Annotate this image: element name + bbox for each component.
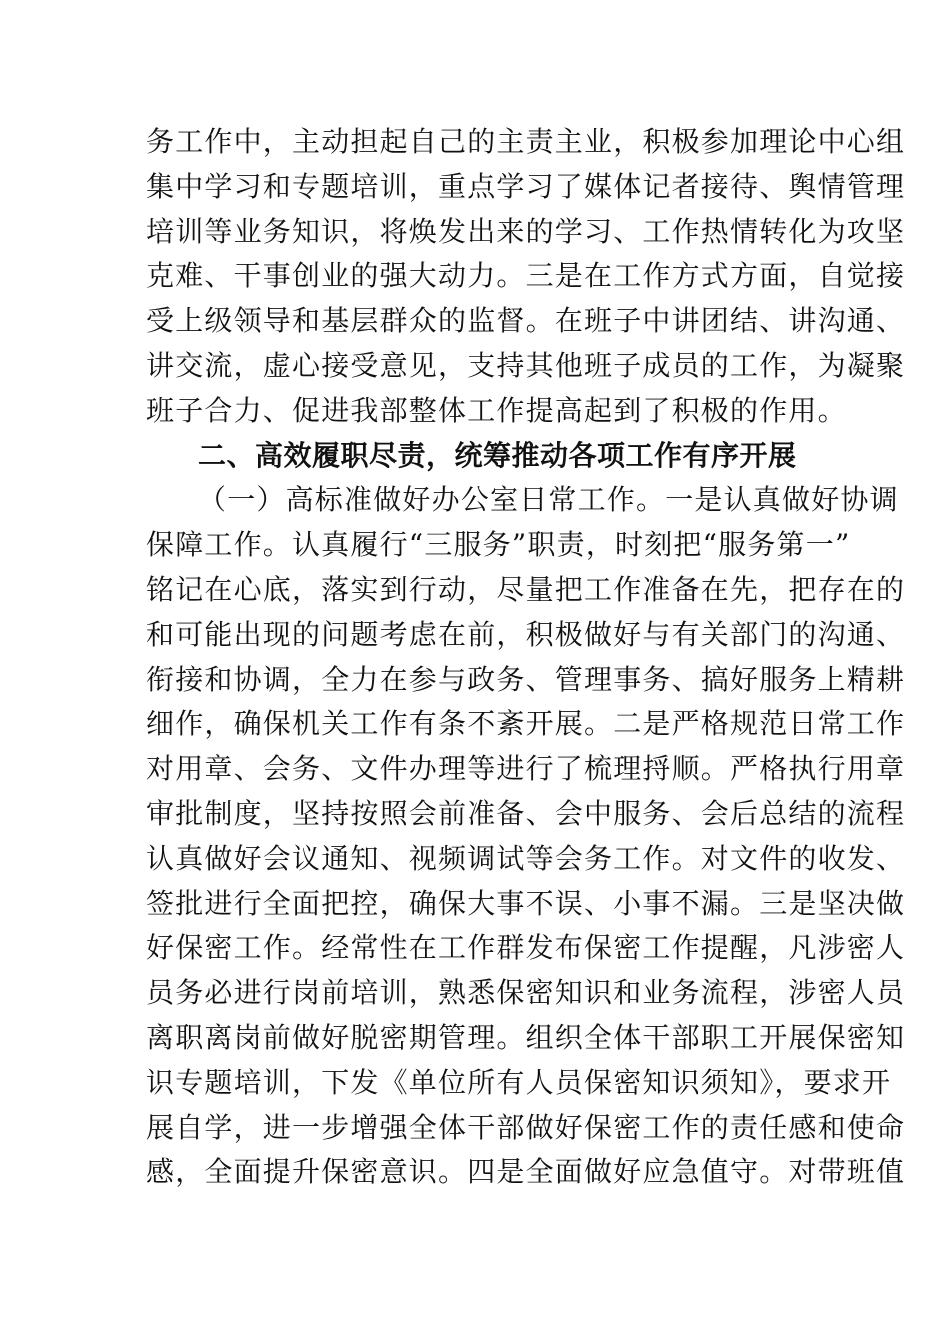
body-line: 好保密工作。经常性在工作群发布保密工作提醒，凡涉密人: [146, 931, 906, 965]
body-line: 识专题培训，下发《单位所有人员保密知识须知》，要求开: [146, 1065, 892, 1099]
document-body: [146, 120, 906, 1195]
body-line: 签批进行全面把控，确保大事不误、小事不漏。三是坚决做: [146, 886, 906, 920]
body-line: 受上级领导和基层群众的监督。在班子中讲团结、讲沟通、: [146, 304, 906, 338]
body-line: 员务必进行岗前培训，熟悉保密知识和业务流程，涉密人员: [146, 976, 906, 1010]
body-line: 感，全面提升保密意识。四是全面做好应急值守。对带班值: [146, 1155, 906, 1189]
body-line: 离职离岗前做好脱密期管理。组织全体干部职工开展保密知: [146, 1020, 906, 1054]
body-line: 和可能出现的问题考虑在前，积极做好与有关部门的沟通、: [146, 617, 906, 651]
body-line: 保障工作。认真履行“三服务”职责，时刻把“服务第一”: [146, 528, 851, 562]
body-line: 衔接和协调，全力在参与政务、管理事务、搞好服务上精耕: [146, 662, 906, 696]
body-line: 展自学，进一步增强全体干部做好保密工作的责任感和使命: [146, 1110, 906, 1144]
body-line: 集中学习和专题培训，重点学习了媒体记者接待、舆情管理: [146, 169, 906, 203]
body-line: 审批制度，坚持按照会前准备、会中服务、会后总结的流程: [146, 796, 906, 830]
body-line: 务工作中，主动担起自己的主责主业，积极参加理论中心组: [146, 125, 906, 158]
body-line: 讲交流，虚心接受意见，支持其他班子成员的工作，为凝聚: [146, 348, 906, 382]
body-line: 克难、干事创业的强大动力。三是在工作方式方面，自觉接: [146, 259, 906, 293]
body-line: 认真做好会议通知、视频调试等会务工作。对文件的收发、: [146, 841, 906, 875]
body-line: 对用章、会务、文件办理等进行了梳理捋顺。严格执行用章: [146, 752, 906, 786]
body-line-paragraph-start: （一）高标准做好办公室日常工作。一是认真做好协调: [198, 483, 899, 517]
body-line-paragraph-end: 班子合力、促进我部整体工作提高起到了积极的作用。: [146, 393, 847, 427]
body-line: 培训等业务知识，将焕发出来的学习、工作热情转化为攻坚: [146, 214, 906, 248]
section-heading: 二、高效履职尽责，统筹推动各项工作有序开展: [198, 438, 797, 472]
body-line: 铭记在心底，落实到行动，尽量把工作准备在先，把存在的: [146, 572, 906, 606]
body-line: 细作，确保机关工作有条不紊开展。二是严格规范日常工作: [146, 707, 906, 741]
